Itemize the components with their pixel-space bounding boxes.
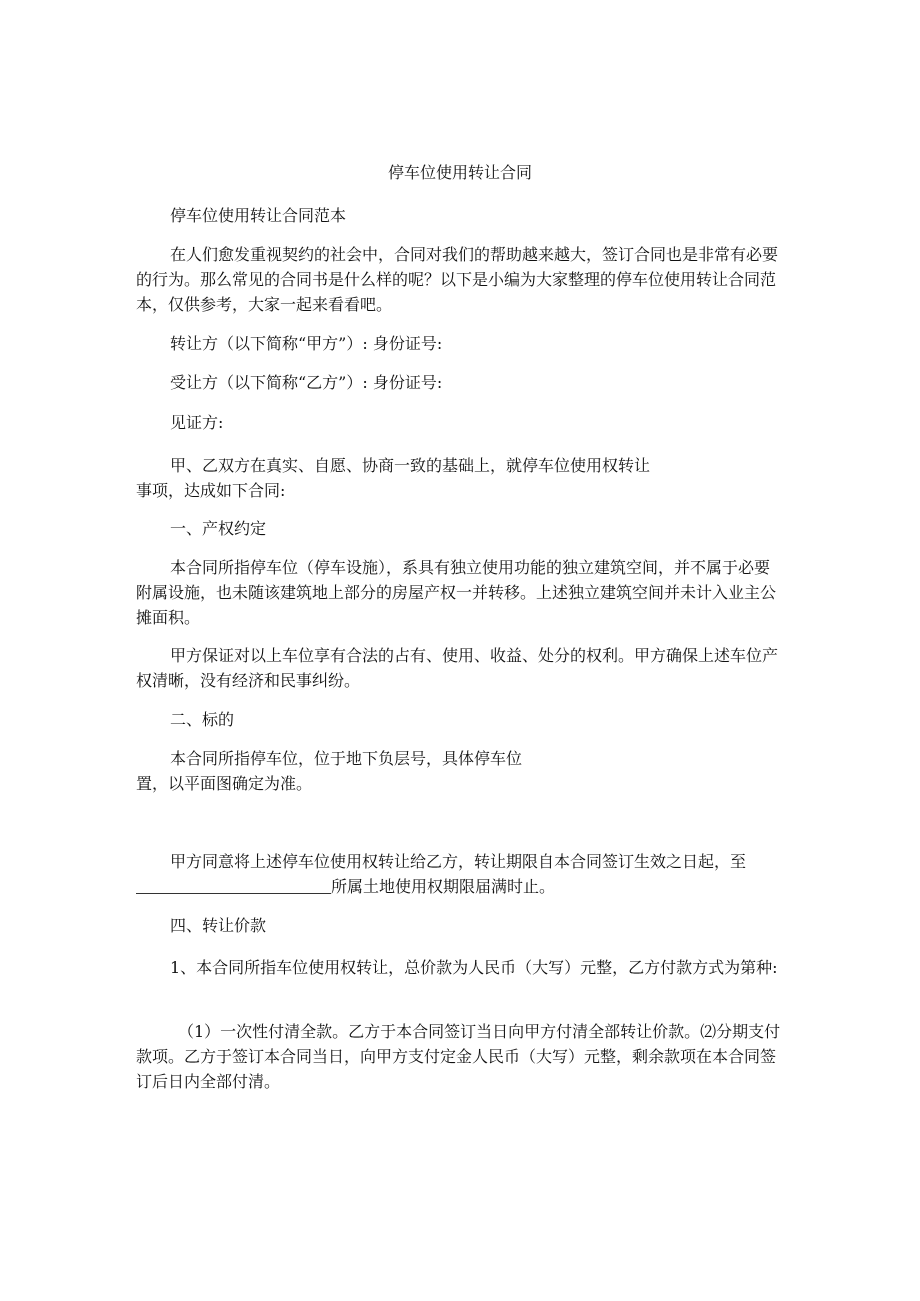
section-2-line-2: 置，以平面图确定为准。	[136, 774, 313, 793]
section-1-heading: 一、产权约定	[170, 519, 267, 538]
section-4-paragraph-2: （1）一次性付清全款。乙方于本合同签订当日向甲方付清全部转让价款。⑵分期支付款项。乙方于签订本合同当日，向甲方支付定金人民币（大写）元整，剩余款项在本合同签订后日内全部付清。	[136, 1022, 781, 1091]
document-subtitle: 停车位使用转让合同范本	[170, 206, 347, 225]
section-4-heading: 四、转让价款	[170, 916, 267, 935]
section-3-line-2	[136, 874, 784, 899]
party-a-line: 转让方（以下简称“甲方”）: 身份证号:	[170, 334, 443, 353]
witness-line: 见证方:	[170, 413, 224, 432]
agreement-paragraph	[136, 453, 784, 503]
section-1-paragraph-1: 本合同所指停车位（停车设施），系具有独立使用功能的独立建筑空间，并不属于必要附属设施，也未随该建筑地上部分的房屋产权一并转移。上述独立建筑空间并未计入业主公摊面积。	[136, 558, 777, 627]
section-2-line-1: 本合同所指停车位，位于地下负层号，具体停车位	[170, 749, 523, 768]
section-4-paragraph-1: 1、本合同所指车位使用权转让，总价款为人民币（大写）元整，乙方付款方式为第种:	[170, 958, 778, 977]
party-b-line: 受让方（以下简称“乙方”）: 身份证号:	[170, 373, 443, 392]
section-1-paragraph-2: 甲方保证对以上车位享有合法的占有、使用、收益、处分的权利。甲方确保上述车位产权清晰，没有经济和民事纠纷。	[136, 646, 779, 690]
intro-paragraph: 在人们愈发重视契约的社会中，合同对我们的帮助越来越大，签订合同也是非常有必要的行为。那么常见的合同书是什么样的呢？以下是小编为大家整理的停车位使用转让合同范本，仅供参考，大家一起来看看吧。	[136, 245, 779, 314]
section-2-paragraph	[136, 746, 784, 796]
document-title: 停车位使用转让合同	[387, 163, 532, 182]
agreement-line-1: 甲、乙双方在真实、自愿、协商一致的基础上，就停车位使用权转让	[170, 456, 651, 475]
section-3-paragraph	[136, 849, 784, 899]
blank-fill-line	[136, 877, 331, 894]
agreement-line-2: 事项，达成如下合同:	[136, 481, 286, 500]
section-2-heading: 二、标的	[170, 710, 235, 729]
section-3-line-2-text: 所属土地使用权期限届满时止。	[331, 877, 556, 896]
section-3-line-1: 甲方同意将上述停车位使用权转让给乙方，转让期限自本合同签订生效之日起，至	[170, 852, 747, 871]
